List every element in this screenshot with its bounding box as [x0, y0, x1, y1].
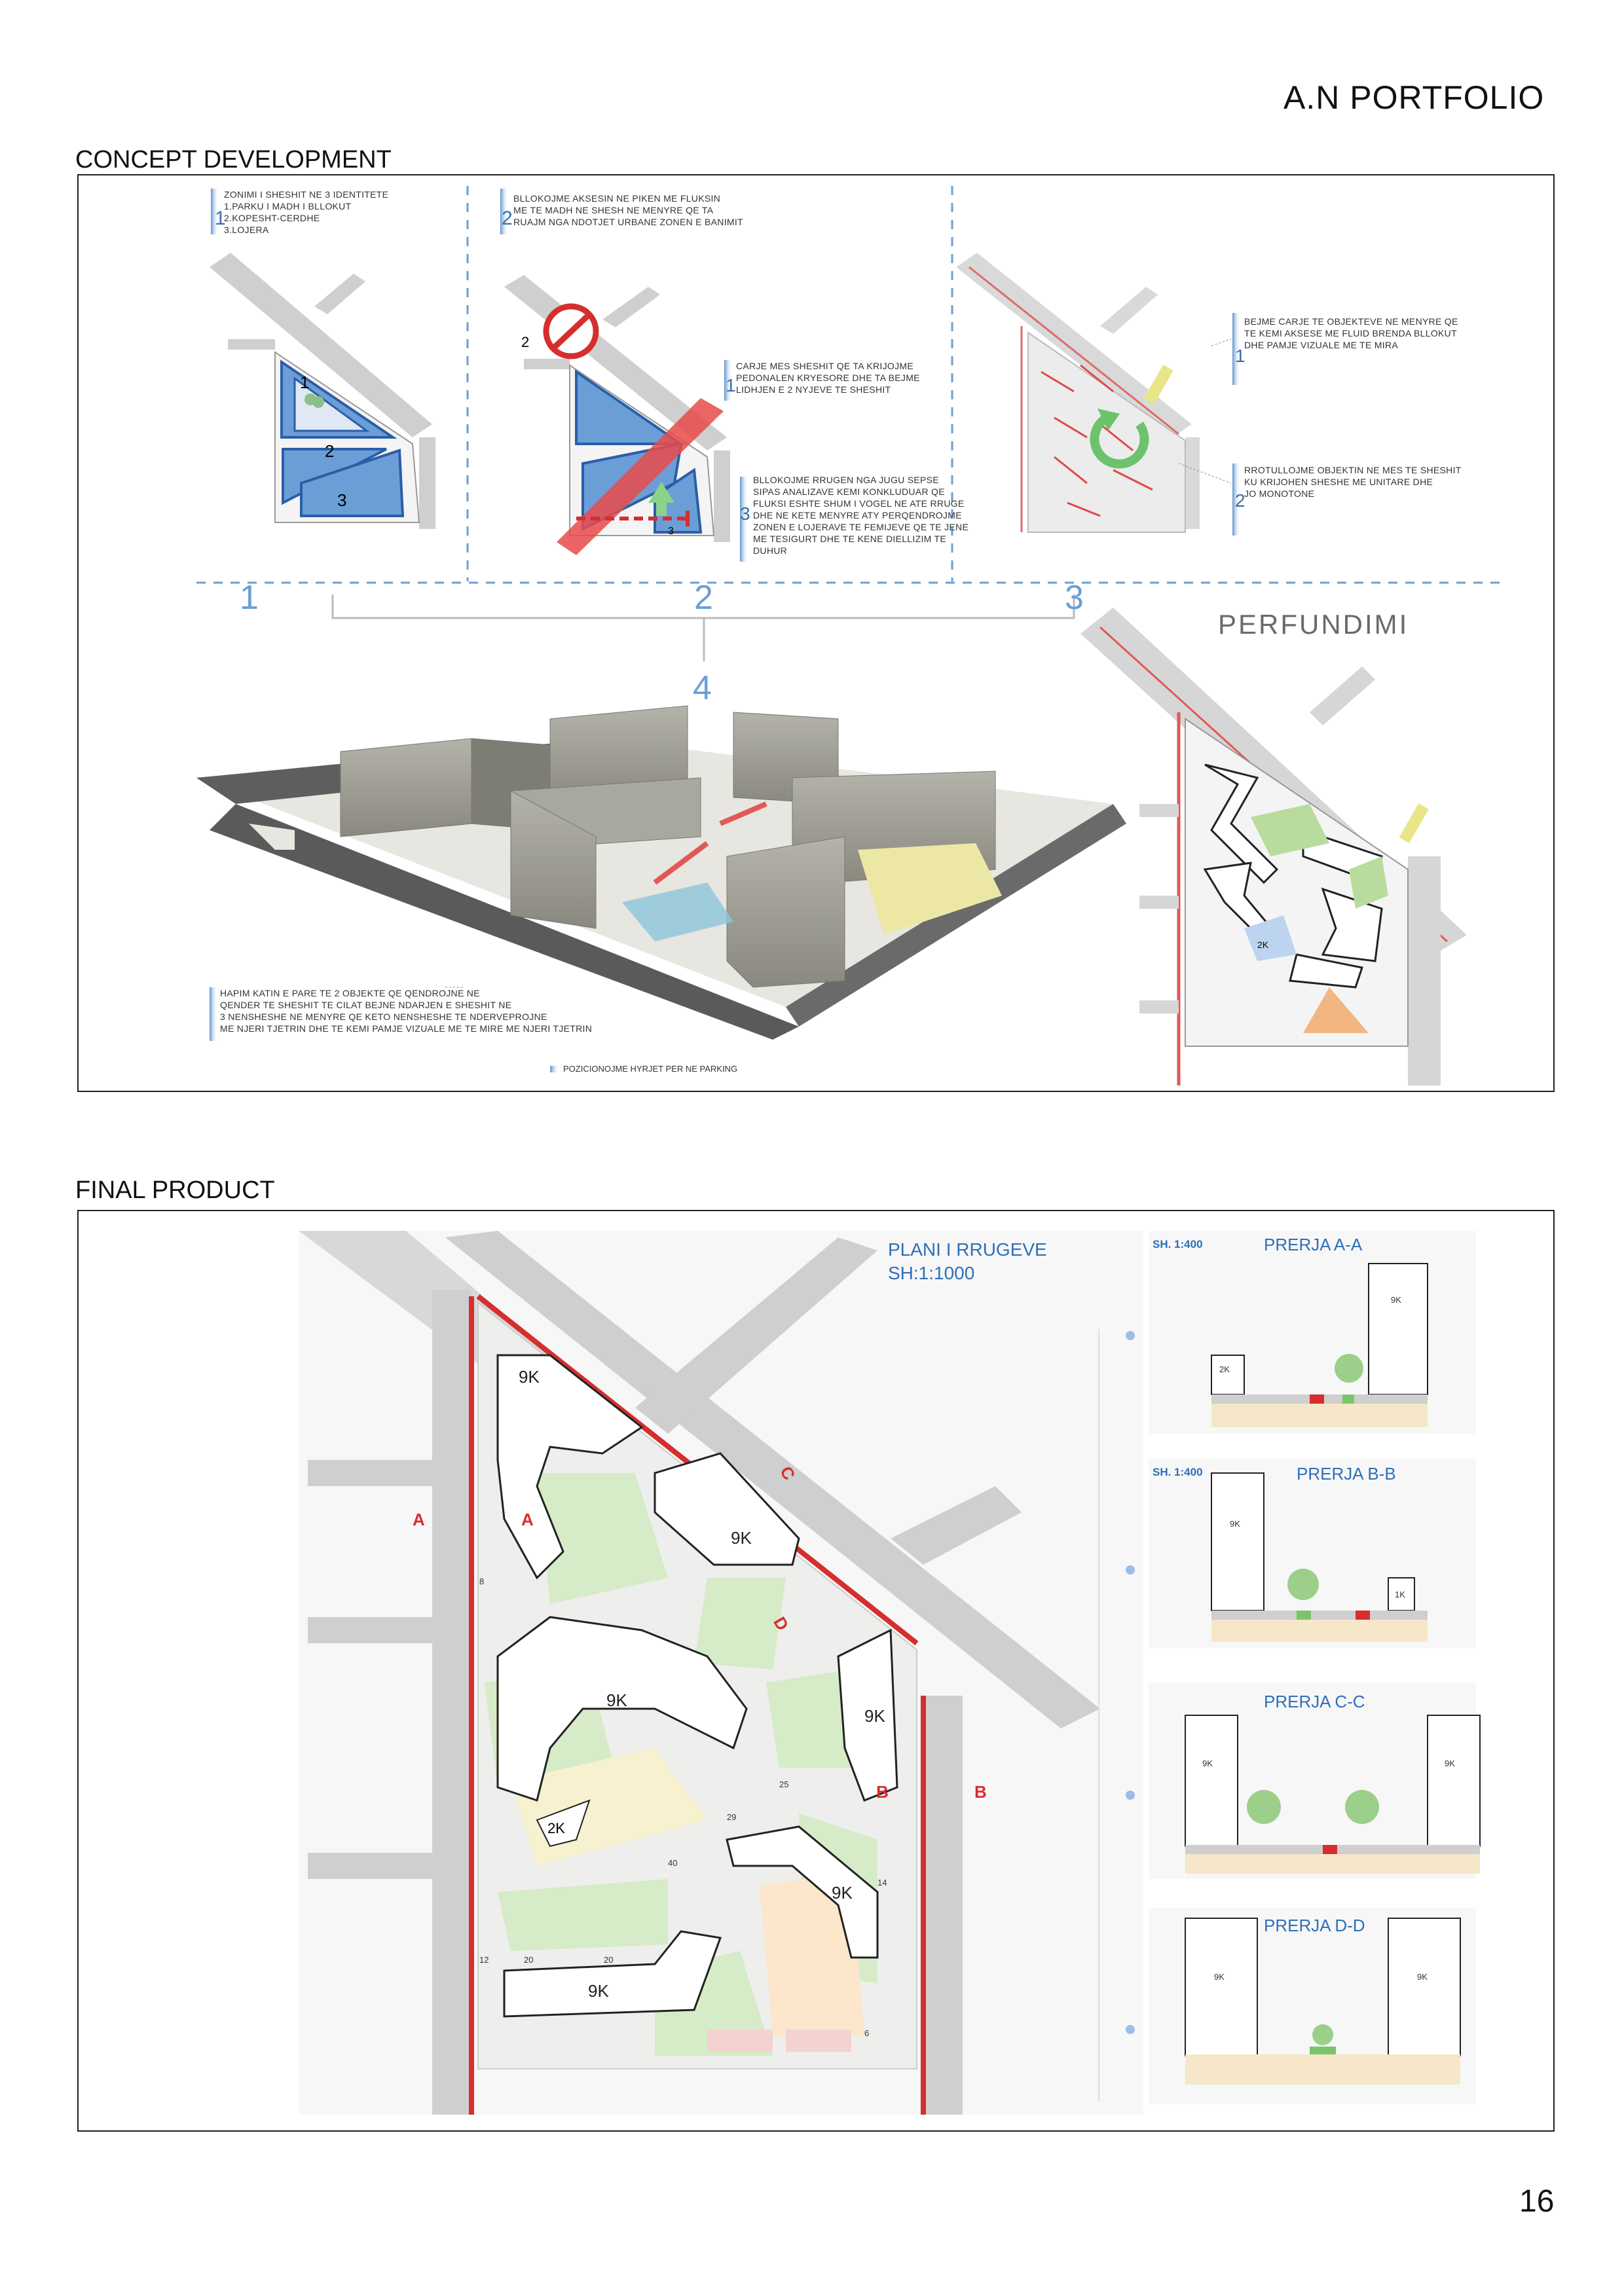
block-label: 9K	[588, 1981, 609, 2001]
section-title: PRERJA A-A	[1264, 1235, 1363, 1254]
dimension: 6	[864, 2028, 870, 2038]
block-label: 9K	[731, 1528, 752, 1548]
tree-icon	[312, 396, 324, 408]
section-d-d	[1149, 1908, 1476, 2104]
dimension: 20	[524, 1955, 534, 1965]
section-marker: D	[769, 1613, 793, 1634]
building	[727, 837, 845, 987]
final-section-title: FINAL PRODUCT	[75, 1176, 275, 1204]
concept-section-title: CONCEPT DEVELOPMENT	[75, 146, 392, 173]
step2-diagram	[500, 189, 969, 617]
zone-label: 1	[300, 373, 310, 392]
dimension: 29	[727, 1812, 737, 1822]
step-number-1: 1	[240, 579, 259, 617]
step1-note-line: 1.PARKU I MADH I BLLOKUT	[224, 201, 352, 211]
conclusion-label: 2K	[1257, 939, 1269, 950]
section-label: 2K	[1219, 1364, 1230, 1374]
tree-icon	[1312, 2024, 1333, 2045]
step2-note-line: RUAJM NGA NDOTJET URBANE ZONEN E BANIMIT	[513, 217, 743, 227]
model-note-line: HAPIM KATIN E PARE TE 2 OBJEKTE QE QENDROJNE NE	[220, 988, 480, 998]
concept-drawing	[79, 175, 1553, 1091]
dimension: 8	[479, 1576, 485, 1586]
step2-note-line: ME TESIGURT DHE TE KENE DIELLIZIM TE	[753, 534, 947, 544]
page-number: 16	[1519, 2184, 1555, 2219]
step2-marker: 3	[668, 526, 674, 537]
section-label: 1K	[1395, 1590, 1405, 1599]
green-zone	[766, 1669, 851, 1768]
section-marker: C	[776, 1463, 800, 1484]
step3-note-number: 2	[1235, 490, 1246, 511]
step2-note-line: FLUKSI ESHTE SHUM I VOGEL NE ATE RRUGE	[753, 498, 965, 509]
step3-note-number: 1	[1235, 346, 1246, 366]
step2-note-line: BLLOKOJME RRUGEN NGA JUGU SEPSE	[753, 475, 939, 485]
section-title: PRERJA D-D	[1264, 1916, 1365, 1935]
section-dot	[1126, 1331, 1135, 1340]
tree-icon	[1247, 1790, 1281, 1824]
step3-note-line: RROTULLOJME OBJEKTIN NE MES TE SHESHIT	[1244, 465, 1462, 475]
step1-note-line: 3.LOJERA	[224, 225, 269, 235]
section-scale: SH. 1:400	[1153, 1466, 1203, 1478]
plan-scale: SH:1:1000	[888, 1263, 975, 1283]
step2-note-line: LIDHJEN E 2 NYJEVE TE SHESHIT	[736, 384, 891, 395]
section-label: 9K	[1214, 1972, 1225, 1982]
dimension: 20	[604, 1955, 614, 1965]
step2-note-line: PEDONALEN KRYESORE DHE TA BEJME	[736, 373, 920, 383]
block-label: 2K	[547, 1820, 565, 1836]
step3-note-line: DHE PAMJE VIZUALE ME TE MIRA	[1244, 340, 1399, 350]
section-dot	[1126, 1791, 1135, 1800]
model-note-line: QENDER TE SHESHIT TE CILAT BEJNE NDARJEN E SHESHIT NE	[220, 1000, 512, 1010]
dimension: 40	[668, 1858, 678, 1868]
zone-label: 3	[337, 490, 347, 510]
step1-note-line: 2.KOPESHT-CERDHE	[224, 213, 320, 223]
step1-diagram	[210, 189, 435, 617]
concept-panel	[77, 174, 1555, 1092]
step2-note-line: DHE NE KETE MENYRE ATY PERQENDROJME	[753, 510, 962, 520]
dimension: 12	[479, 1955, 489, 1965]
section-scale: SH. 1:400	[1153, 1238, 1203, 1250]
portfolio-title: A.N PORTFOLIO	[1283, 79, 1545, 116]
section-marker: A	[413, 1510, 425, 1529]
road-east	[923, 1696, 963, 2115]
section-label: 9K	[1230, 1519, 1240, 1529]
tree-icon	[1287, 1569, 1319, 1600]
step2-note-number: 2	[502, 208, 513, 229]
block-label: 9K	[606, 1690, 627, 1710]
section-b-b	[1149, 1459, 1476, 1649]
section-marker: B	[974, 1782, 987, 1802]
section-dot	[1126, 1565, 1135, 1575]
block-label: 9K	[519, 1367, 540, 1387]
building	[341, 738, 471, 837]
tree-icon	[1345, 1790, 1379, 1824]
section-c-c	[1149, 1683, 1480, 1879]
section-label: 9K	[1417, 1972, 1428, 1982]
sport-court	[707, 2030, 773, 2052]
step3-note-line: KU KRIJOHEN SHESHE ME UNITARE DHE	[1244, 477, 1433, 487]
step-number-4: 4	[693, 669, 712, 707]
section-title: PRERJA C-C	[1264, 1692, 1365, 1711]
dimension: 14	[877, 1878, 887, 1887]
zone-label: 2	[325, 441, 335, 461]
final-panel	[77, 1210, 1555, 2132]
step1-note-number: 1	[215, 208, 226, 229]
road-west	[432, 1290, 471, 2115]
step1-note-line: ZONIMI I SHESHIT NE 3 IDENTITETE	[224, 189, 389, 200]
step3-note-line: JO MONOTONE	[1244, 488, 1315, 499]
model-note-line: ME NJERI TJETRIN DHE TE KEMI PAMJE VIZUALE ME TE MIRE ME NJERI TJETRIN	[220, 1023, 593, 1034]
step2-note-number: 1	[726, 375, 736, 395]
step2-note-line: CARJE MES SHESHIT QE TA KRIJOJME	[736, 361, 913, 371]
model-note-line: 3 NENSHESHE NE MENYRE QE KETO NENSHESHE TE NDERVEPROJNE	[220, 1011, 547, 1022]
step2-note-number: 3	[740, 503, 750, 524]
dimension: 25	[779, 1779, 789, 1789]
block-label: 9K	[864, 1706, 885, 1726]
street-east	[419, 437, 435, 529]
conclusion-plan	[1080, 608, 1467, 1085]
step-number-3: 3	[1065, 579, 1084, 617]
step-number-2: 2	[694, 579, 713, 617]
step2-marker: 2	[521, 334, 530, 350]
step3-note-line: TE KEMI AKSESE ME FLUID BRENDA BLLOKUT	[1244, 328, 1457, 338]
final-drawing	[79, 1211, 1553, 2130]
sport-court	[786, 2030, 851, 2052]
section-title: PRERJA B-B	[1297, 1464, 1396, 1484]
street-west	[228, 339, 275, 350]
step3-note-line: BEJME CARJE TE OBJEKTEVE NE MENYRE QE	[1244, 316, 1458, 327]
step2-note-line: BLLOKOJME AKSESIN NE PIKEN ME FLUKSIN	[513, 193, 721, 204]
step2-note-line: ME TE MADH NE SHESH NE MENYRE QE TA	[513, 205, 714, 215]
step4-model	[196, 669, 1126, 1074]
step2-note-line: SIPAS ANALIZAVE KEMI KONKLUDUAR QE	[753, 486, 945, 497]
street-north	[314, 274, 365, 314]
section-label: 9K	[1445, 1758, 1455, 1768]
section-dot	[1126, 2025, 1135, 2034]
step2-note-line: ZONEN E LOJERAVE TE FEMIJEVE QE TE JENE	[753, 522, 969, 532]
parking-note: POZICIONOJME HYRJET PER NE PARKING	[563, 1064, 738, 1074]
section-marker: B	[876, 1782, 889, 1802]
section-label: 9K	[1202, 1758, 1213, 1768]
step2-note-line: DUHUR	[753, 545, 788, 556]
plan-title: PLANI I RRUGEVE	[888, 1239, 1047, 1260]
block-label: 9K	[832, 1883, 853, 1903]
step3-diagram	[956, 253, 1462, 617]
street-plan	[299, 1231, 1143, 2115]
tree-icon	[1335, 1354, 1363, 1383]
conclusion-title: PERFUNDIMI	[1218, 609, 1409, 640]
section-marker: A	[521, 1510, 534, 1529]
section-label: 9K	[1391, 1295, 1401, 1305]
section-a-a	[1149, 1231, 1476, 1434]
